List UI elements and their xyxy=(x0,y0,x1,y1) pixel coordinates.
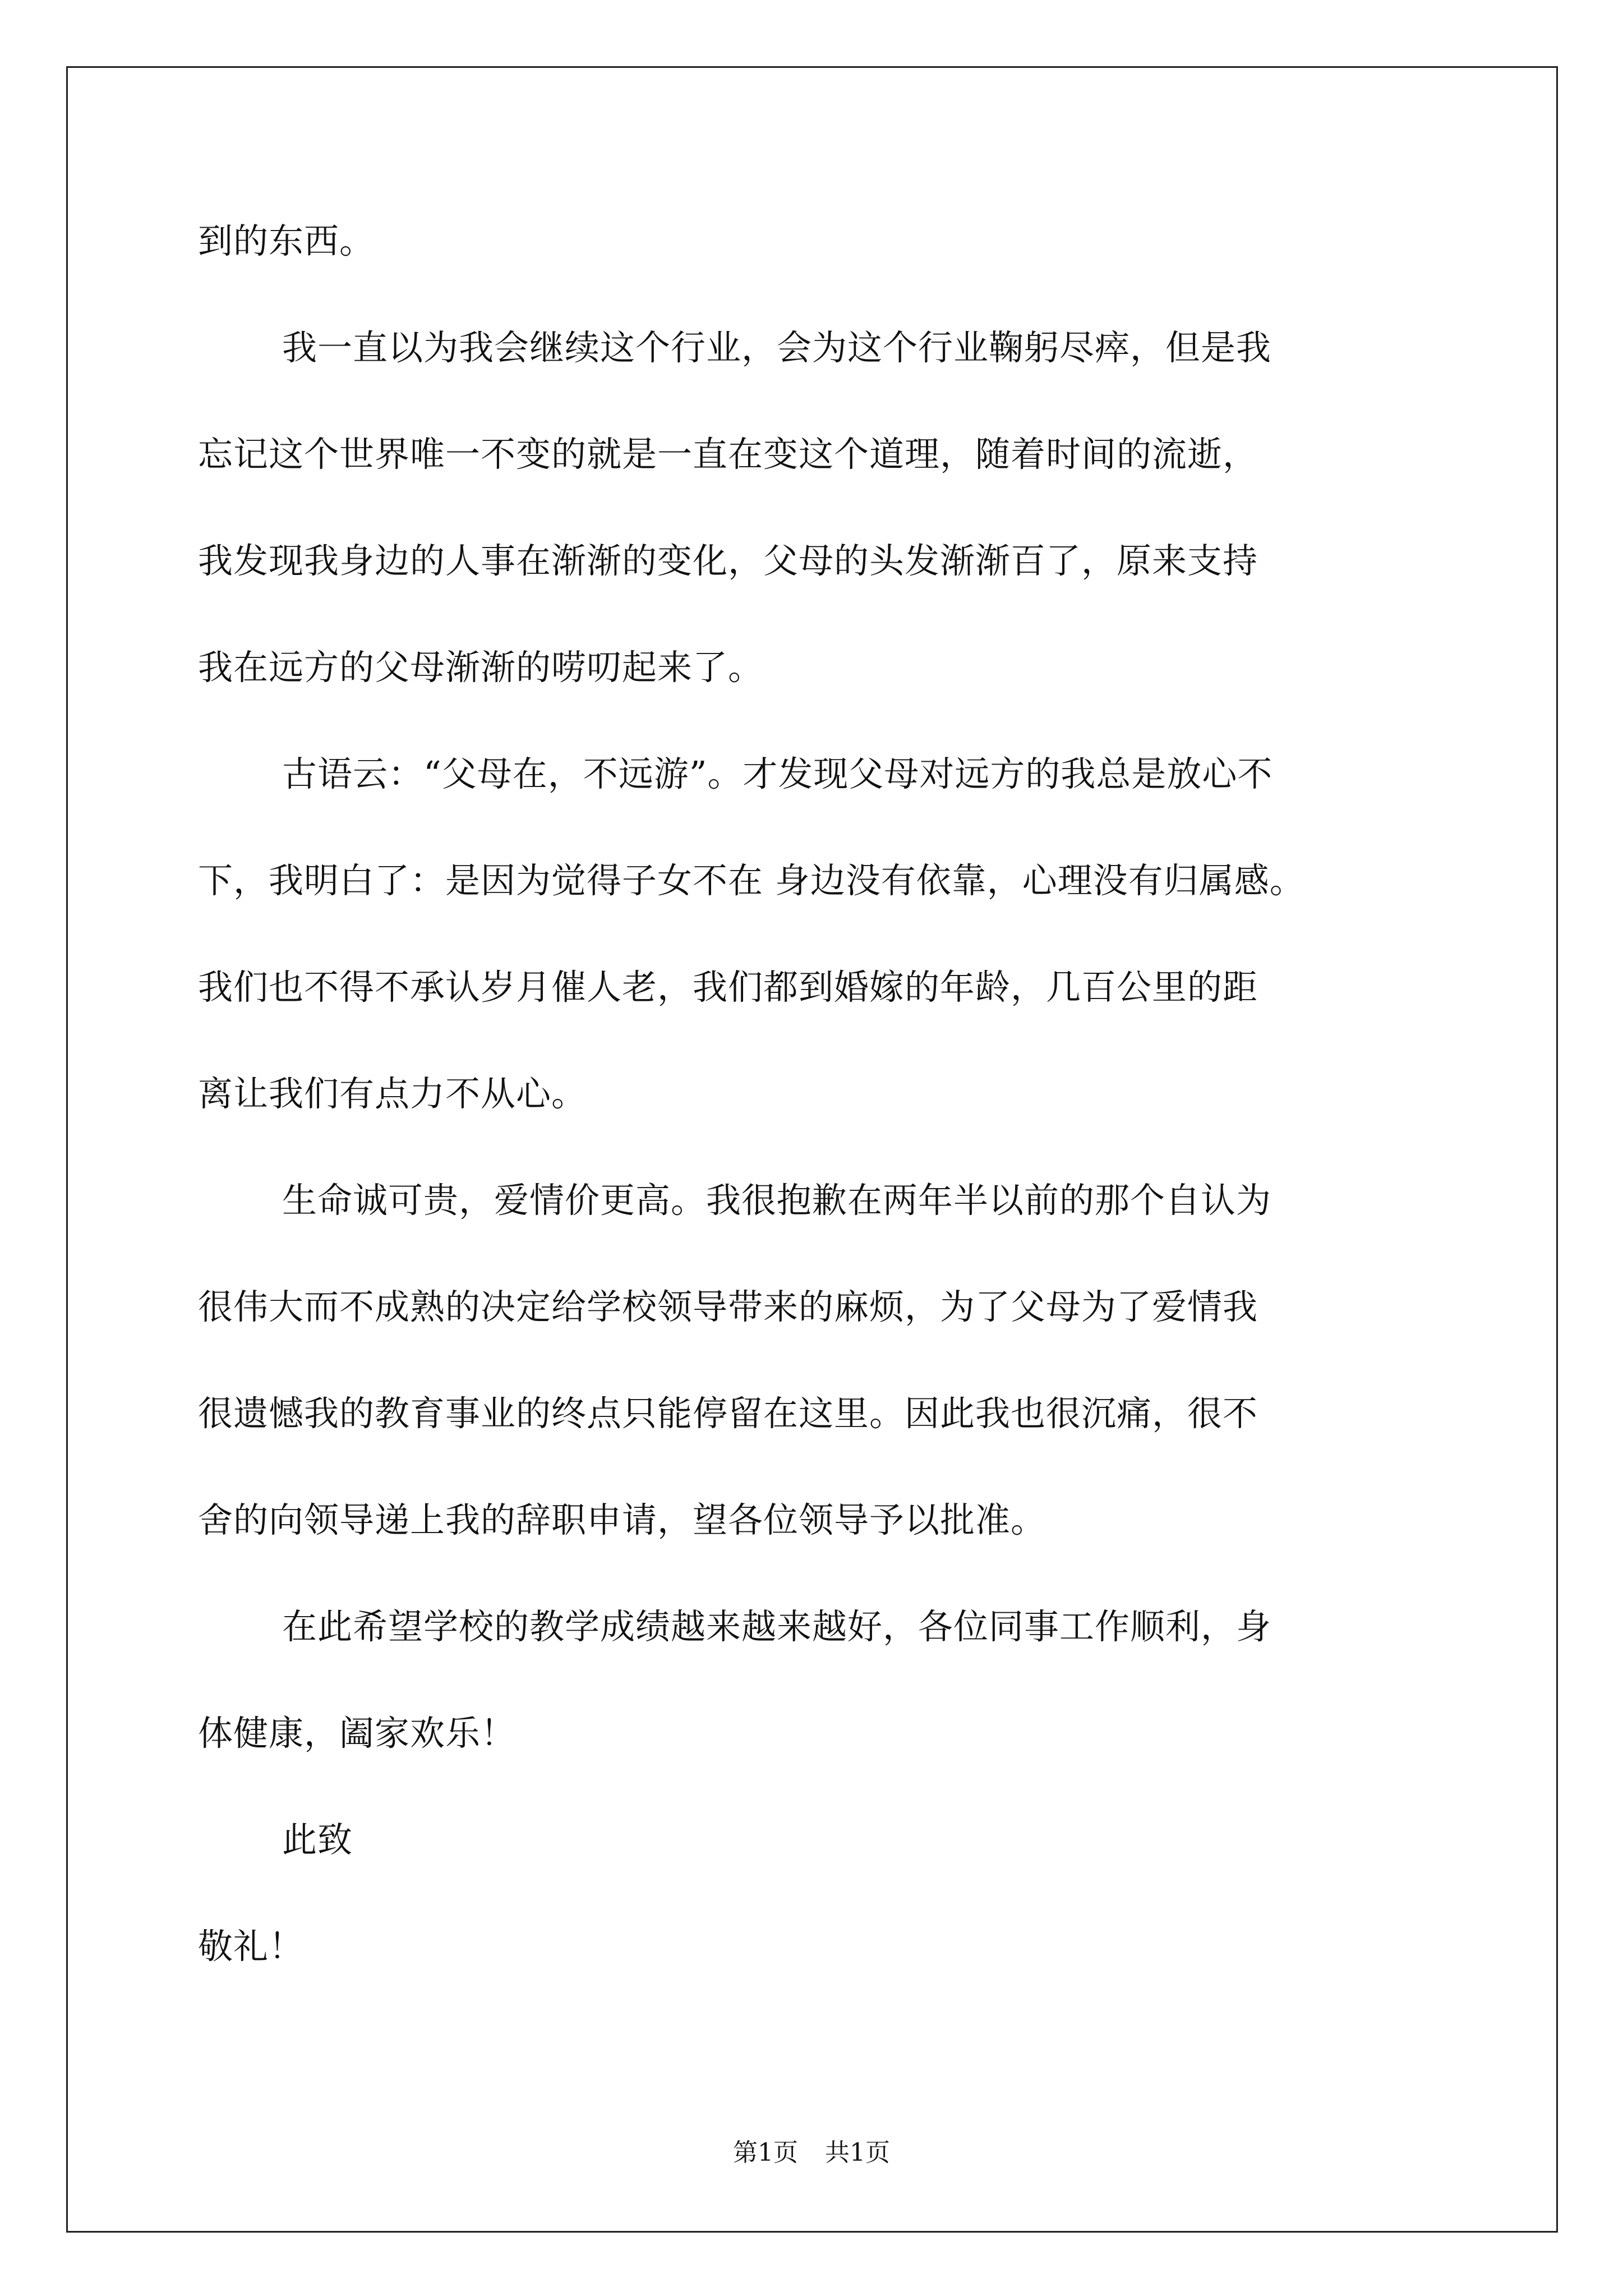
page-total: 共1页 xyxy=(825,2138,890,2167)
text-line: 离让我们有点力不从心。 xyxy=(198,1073,587,1114)
document-body xyxy=(198,188,1432,2000)
page-number: 第1页 xyxy=(733,2138,798,2167)
text-line: 忘记这个世界唯一不变的就是一直在变这个道理，随着时间的流逝， xyxy=(198,434,1258,475)
text-line: 我发现我身边的人事在渐渐的变化，父母的头发渐渐百了，原来支持 xyxy=(198,540,1258,581)
text-line: 生命诚可贵，爱情价更高。我很抱歉在两年半以前的那个自认为 xyxy=(282,1180,1272,1221)
text-line: 古语云：“父母在，不远游”。才发现父母对远方的我总是放心不 xyxy=(282,753,1273,794)
text-line: 在此希望学校的教学成绩越来越来越好，各位同事工作顺利，身 xyxy=(282,1606,1272,1647)
text-line: 我一直以为我会继续这个行业，会为这个行业鞠躬尽瘁，但是我 xyxy=(282,327,1272,368)
text-line: 很伟大而不成熟的决定给学校领导带来的麻烦，为了父母为了爱情我 xyxy=(198,1286,1258,1327)
text-line: 很遗憾我的教育事业的终点只能停留在这里。因此我也很沉痛，很不 xyxy=(198,1393,1258,1434)
text-line: 我在远方的父母渐渐的唠叨起来了。 xyxy=(198,647,764,688)
text-line: 下，我明白了：是因为觉得子女不在 身边没有依靠，心理没有归属感。 xyxy=(198,860,1305,901)
page-footer xyxy=(0,2136,1623,2170)
text-line: 舍的向领导递上我的辞职申请，望各位领导予以批准。 xyxy=(198,1499,1046,1540)
text-line: 到的东西。 xyxy=(198,220,375,261)
text-line: 我们也不得不承认岁月催人老，我们都到婚嫁的年龄，几百公里的距 xyxy=(198,967,1258,1007)
text-line: 体健康，阖家欢乐！ xyxy=(198,1713,517,1754)
salutation-line: 敬礼！ xyxy=(198,1926,305,1967)
closing-line: 此致 xyxy=(282,1819,353,1860)
